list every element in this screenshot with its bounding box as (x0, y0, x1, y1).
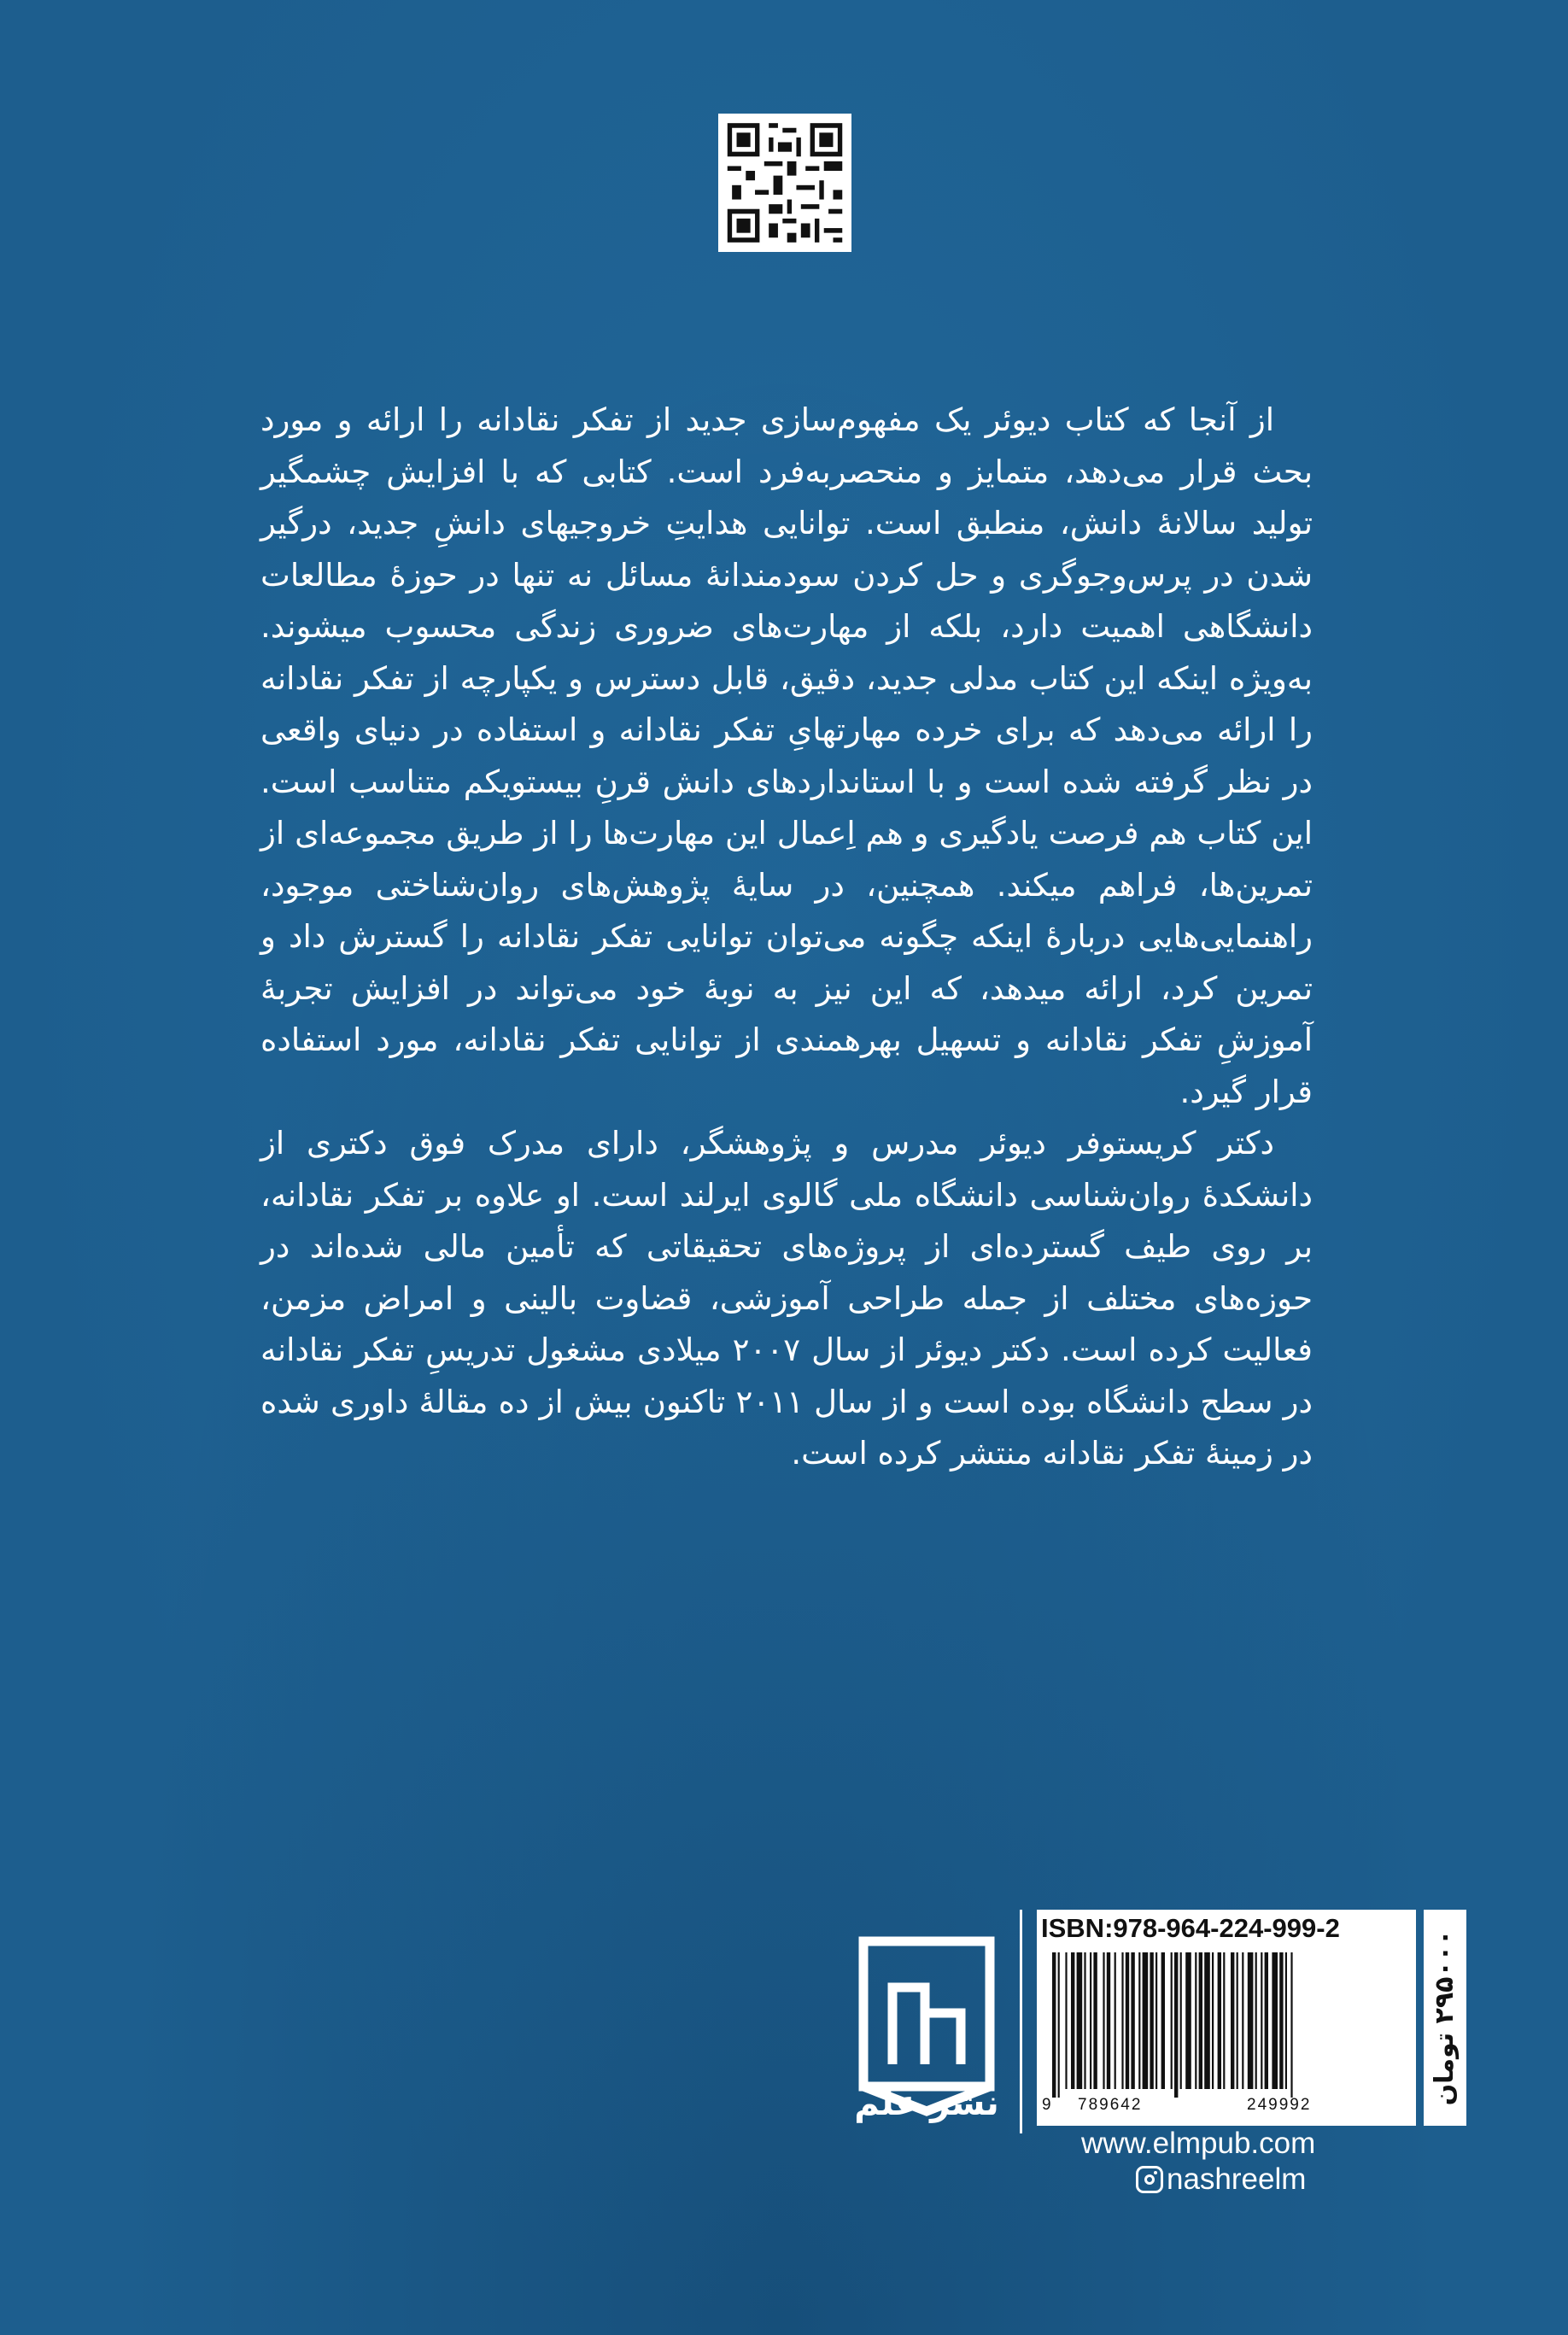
barcode-bar (1261, 1952, 1262, 2089)
barcode-bar (1138, 1952, 1140, 2089)
instagram-handle (1136, 2162, 1306, 2197)
barcode-digit-first: 9 (1042, 2096, 1051, 2114)
barcode-bar (1290, 1952, 1292, 2098)
barcode-bar (1204, 1952, 1210, 2089)
barcode-bar (1156, 1952, 1157, 2089)
barcode-bars (1052, 1952, 1399, 2098)
publisher-name: نشر علم (854, 2084, 999, 2123)
barcode-bar (1161, 1952, 1165, 2089)
barcode-bar (1171, 1952, 1173, 2089)
barcode-bar (1143, 1952, 1149, 2089)
barcode-bar (1265, 1952, 1268, 2089)
barcode-bar (1180, 1952, 1182, 2089)
barcode-bar (1231, 1952, 1234, 2089)
barcode-bar (1065, 1952, 1067, 2089)
barcode-bar (1272, 1952, 1278, 2089)
barcode-bar (1084, 1952, 1085, 2089)
barcode-bar (1071, 1952, 1074, 2089)
barcode-bar (1103, 1952, 1104, 2089)
instagram-text: nashreelm (1167, 2162, 1307, 2196)
divider-line (1020, 1910, 1022, 2133)
price-label: ۲۹۵۰۰۰ تومان (1430, 1929, 1460, 2106)
barcode-bar (1212, 1952, 1214, 2089)
website-link: www.elmpub.com (1081, 2127, 1316, 2160)
barcode-bar (1052, 1952, 1056, 2098)
barcode-bar (1174, 1952, 1178, 2098)
barcode-bar (1285, 1952, 1287, 2089)
barcode-bar (1131, 1952, 1134, 2089)
barcode-bar (1199, 1952, 1202, 2089)
barcode-bar (1237, 1952, 1238, 2089)
barcode-bar (1115, 1952, 1116, 2089)
barcode-bar (1090, 1952, 1091, 2089)
barcode-bar (1150, 1952, 1153, 2089)
barcode-digits-right: 249992 (1247, 2096, 1312, 2114)
barcode-bar (1279, 1952, 1283, 2089)
instagram-icon (1136, 2166, 1163, 2193)
back-cover-blurb (260, 395, 1313, 1480)
barcode-bar (1121, 1952, 1123, 2089)
barcode-bar (1126, 1952, 1129, 2089)
barcode-bar (1255, 1952, 1257, 2089)
barcode-bar (1093, 1952, 1097, 2089)
isbn-text: ISBN:978-964-224-999-2 (1041, 1913, 1340, 1943)
barcode-bar (1058, 1952, 1060, 2098)
qr-code (718, 114, 851, 252)
barcode-bar (1195, 1952, 1196, 2089)
barcode-bar (1242, 1952, 1243, 2089)
barcode-bar (1223, 1952, 1225, 2089)
barcode-bar (1185, 1952, 1191, 2089)
blurb-paragraph: از آنجا که کتاب دیوئر یک مفهوم‌سازی جدید از تفکر نقادانه را ارائه و مورد بحث قرار می‌دهد، متمایز و منحصربه‌فرد است. کتابی که با افزایش چشمگیر تولید سالانهٔ دانش، منطبق است. توانایی هدایتِ خروجیهای دانشِ جدید، درگیر شدن در پرس‌وجوگری و حل کردن سودمندانهٔ مسائل نه تنها در حوزهٔ مطالعات دانشگاهی اهمیت دارد، بلکه از مهارت‌های ضروری زندگی محسوب میشوند. به‌ویژه اینکه این کتاب مدلی جدید، دقیق، قابل دسترس و یکپارچه از تفکر نقادانه را ارائه می‌دهد که برای خرده مهارتهایِ تفکر نقادانه و استفاده در دنیای واقعی در نظر گرفته شده است و با استانداردهای دانش قرنِ بیستویکم متناسب است. این کتاب هم فرصت یادگیری و هم اِعمال این مهارت‌ها را از طریق مجموعه‌ای از تمرین‌ها، فراهم میکند. همچنین، در سایهٔ پژوهش‌های روان‌شناختی موجود، راهنمایی‌هایی دربارهٔ اینکه چگونه می‌توان توانایی تفکر نقادانه را گسترش داد و تمرین کرد، ارائه میدهد، که این نیز به نوبهٔ خود می‌تواند در افزایش تجربهٔ آموزشِ تفکر نقادانه و تسهیل بهرهمندی از توانایی تفکر نقادانه، مورد استفاده قرار گیرد. (260, 401, 1313, 1110)
author-bio-paragraph: دکتر کریستوفر دیوئر مدرس و پژوهشگر، دارای مدرک فوق دکتری از دانشکدهٔ روان‌شناسی دانشگاه ملی گالوی ایرلند است. او علاوه بر تفکر نقادانه، بر روی طیف گسترده‌ای از پروژه‌های تحقیقاتی که تأمین مالی شده‌اند در حوزه‌های مختلف از جمله طراحی آموزشی، قضاوت بالینی و امراض مزمن، فعالیت کرده است. دکتر دیوئر از سال ۲۰۰۷ میلادی مشغول تدریسِ تفکر نقادانه در سطح دانشگاه بوده است و از سال ۲۰۱۱ تاکنون بیش از ده مقالهٔ داوری شده در زمینهٔ تفکر نقادانه منتشر کرده است. (260, 1125, 1313, 1472)
barcode-bar (1218, 1952, 1221, 2089)
barcode-bar (1248, 1952, 1254, 2089)
barcode-bar (1107, 1952, 1110, 2089)
barcode-bar (1077, 1952, 1083, 2089)
barcode-digits-left: 789642 (1078, 2096, 1143, 2114)
